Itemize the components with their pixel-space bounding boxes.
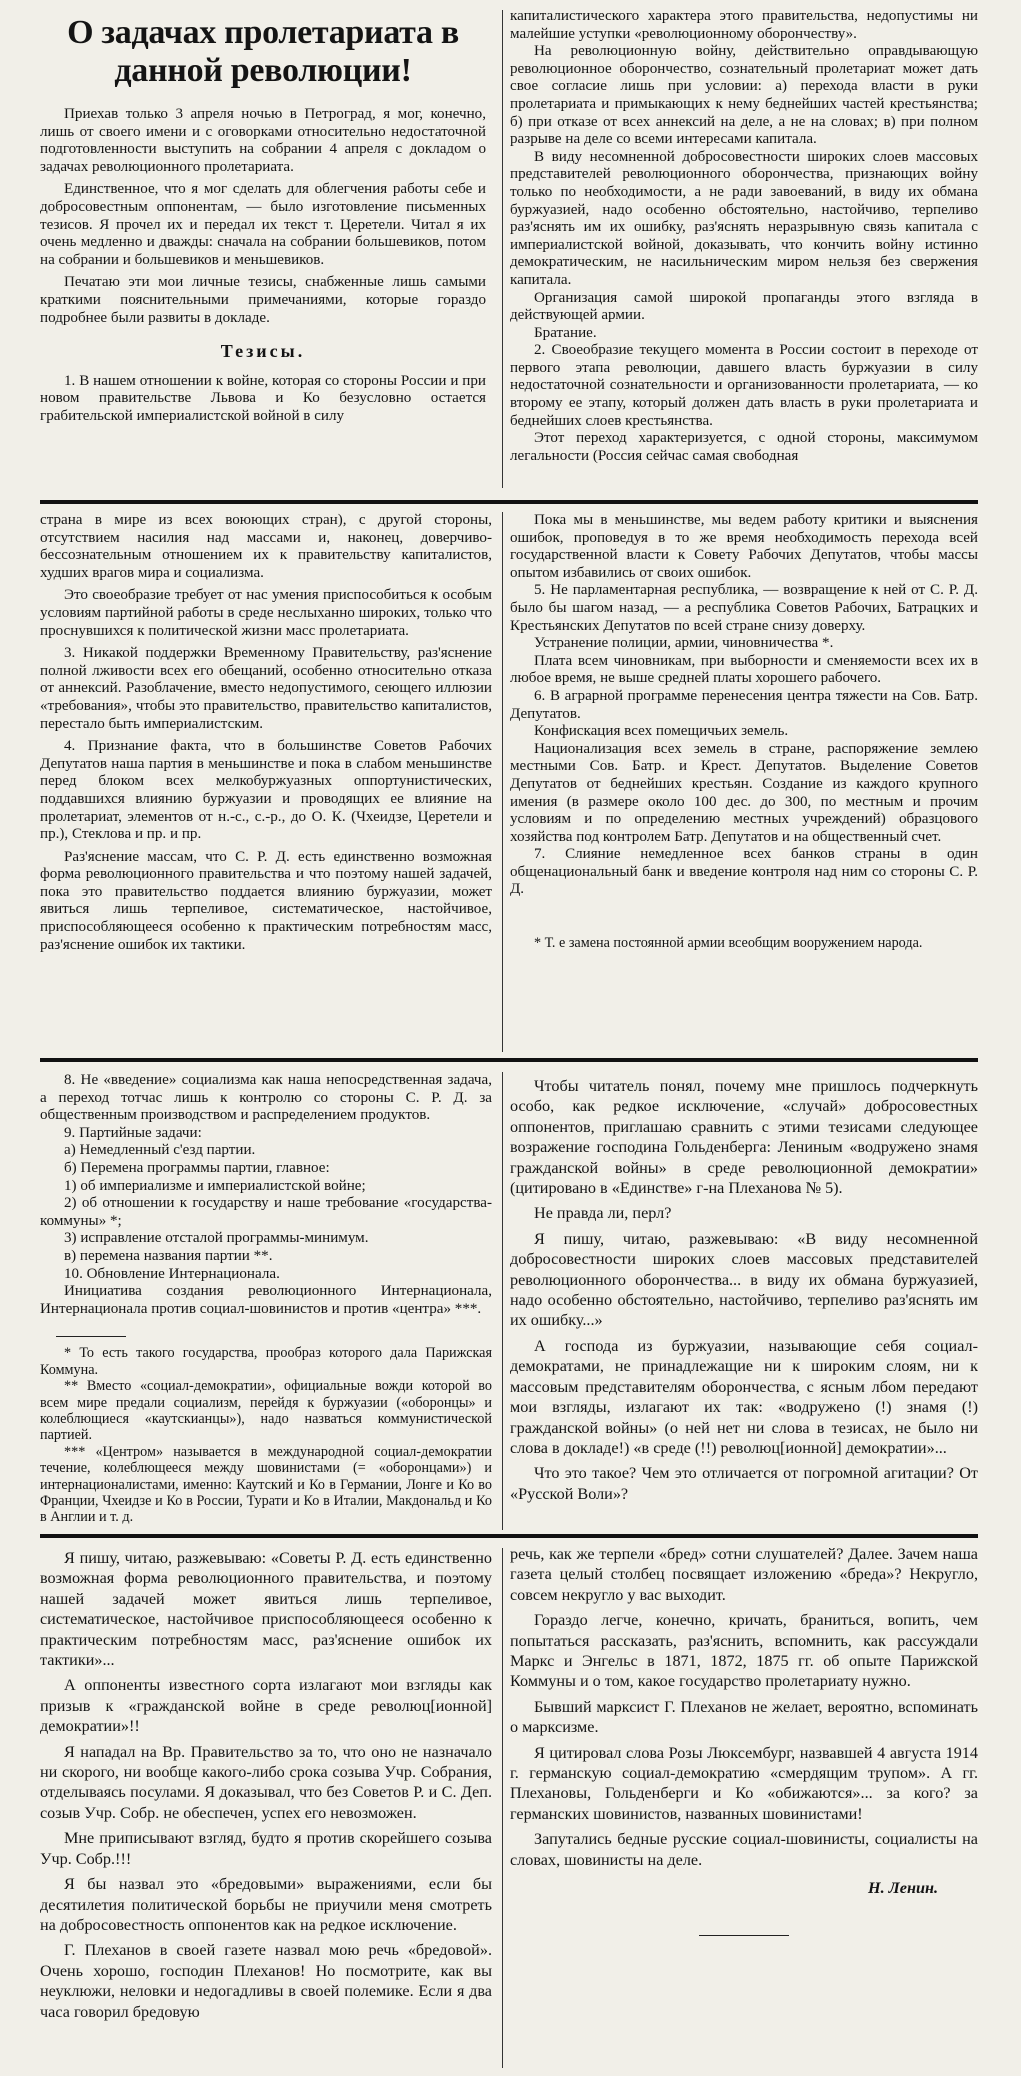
paragraph: Я пишу, читаю, разжевываю: «В виду несомненной добросовестности широких слоев массовых представителей революционного оборончества... в виду их обмана буржуазией, надо особенно обстоятельно, настойчиво, терпеливо раз'яснять им их ошибку...»	[510, 1229, 978, 1330]
paragraph: Раз'яснение массам, что С. Р. Д. есть единственно возможная форма революционного правительства и что поэтому нашей задачей, пока это правительство поддается влиянию буржуазии, может явиться лишь терпеливое, систематическое, настойчивое, приспособляющееся особенно к практическим потребностям масс, раз'яснение ошибок их тактики.	[40, 848, 492, 953]
paragraph: 6. В аграрной программе перенесения центра тяжести на Сов. Батр. Депутатов.	[510, 687, 978, 722]
paragraph: Братание.	[534, 324, 597, 341]
block4-right-column	[510, 1544, 978, 2068]
paragraph: 1. В нашем отношении к войне, которая со стороны России и при новом правительстве Львова и Ко безусловно остается грабительской империалистской войной в силу	[40, 372, 486, 424]
column-divider	[502, 10, 503, 488]
block3-left-column	[40, 1072, 492, 1530]
paragraph: Бывший марксист Г. Плеханов не желает, вероятно, вспоминать о марксизме.	[510, 1697, 978, 1737]
list-item: а) Немедленный с'езд партии.	[64, 1142, 256, 1159]
footnote-rule	[56, 1336, 126, 1337]
list-item: 3) исправление отсталой программы-минимум.	[64, 1230, 369, 1247]
paragraph: Г. Плеханов в своей газете назвал мою речь «бредовой». Очень хорошо, господин Плеханов! Но посмотрите, как вы неуклюжи, неловки и недогадливы в своей полемике. Если я два часа говорил бредовую	[40, 1941, 492, 2021]
footnote: ** Вместо «социал-демократии», официальные вожди которой во всем мире предали социализм, перейдя к буржуазии («оборонцы» и колеблющиеся «каутскианцы»), надо назваться коммунистической партией.	[40, 1378, 492, 1444]
paragraph: речь, как же терпели «бред» сотни слушателей? Далее. Зачем наша газета целый столбец посвящает изложению «бреда»? Некругло, совсем некругло у вас выходит.	[510, 1545, 978, 1604]
list-item: 9. Партийные задачи:	[64, 1124, 202, 1141]
section-rule	[40, 500, 978, 504]
paragraph: 8. Не «введение» социализма как наша непосредственная задача, а переход тотчас лишь к контролю со стороны С. Р. Д. за общественным производством и распределением продуктов.	[40, 1072, 492, 1124]
paragraph: Единственное, что я мог сделать для облегчения работы себе и добросовестным оппонентам, — было изготовление письменных тезисов. Я прочел их и передал их текст т. Церетели. Читал я их очень медленно и дважды: сначала на собрании большевиков, потом на собрании и большевиков и меньшевиков.	[40, 181, 486, 268]
footnote: * Т. е замена постоянной армии всеобщим вооружением народа.	[534, 935, 923, 952]
paragraph: Я нападал на Вр. Правительство за то, что оно не назначало ни скорого, ни вообще какого-либо срока созыва Учр. Собрания, отделываясь посулами. Я доказывал, что без Советов Р. и С. Деп. созыв Учр. Собр. не обеспечен, успех его невозможен.	[40, 1742, 492, 1822]
paragraph: А господа из буржуазии, называющие себя социал-демократами, не принадлежащие ни к широким слоям, ни к массовым представителям оборончества, с ясным лбом передают мои взгляды, излагают их так: «водружено (!) знамя (!) гражданской войны» (о ней нет ни слова в тезисах, не было ни слова в докладе!) «в среде (!!) революц[ионной] демократии»...	[510, 1336, 978, 1457]
block4-left-column	[40, 1548, 492, 2068]
paragraph: 4. Признание факта, что в большинстве Советов Рабочих Депутатов наша партия в меньшинстве и пока в слабом меньшинстве перед блоком всех мелкобуржуазных оппортунистических, поддавшихся влиянию буржуазии и проводящих ее влияние на пролетариат, элементов от н.-с., с.-р., до О. К. (Чхеидзе, Церетели и пр.), Стеклова и пр. и пр.	[40, 738, 492, 843]
paragraph: Пока мы в меньшинстве, мы ведем работу критики и выяснения ошибок, проповедуя в то же время необходимость перехода всей государственной власти к Совету Рабочих Депутатов, чтобы массы опытом избавились от своих ошибок.	[510, 512, 978, 581]
column-divider	[502, 512, 503, 1052]
paragraph: капиталистического характера этого правительства, недопустимы ни малейшие уступки «революционному оборончеству».	[510, 8, 978, 42]
block1-left-column	[40, 8, 486, 490]
footnote: * То есть такого государства, прообраз которого дала Парижская Коммуна.	[40, 1345, 492, 1378]
paragraph: Национализация всех земель в стране, распоряжение землею местными Сов. Батр. и Крест. Депутатов. Выделение Советов Депутатов от беднейших крестьян. Создание из каждого крупного имения (в размере около 100 дес. до 300, по местным и прочим условиям и по определению местных учреждений) образцового хозяйства под контролем Батр. Депутатов и на общественный счет.	[510, 740, 978, 845]
block2-left-column	[40, 512, 492, 1052]
paragraph: страна в мире из всех воюющих стран), с другой стороны, отсутствием насилия над массами и, наконец, доверчиво-бессознательным отношением их к правительству капиталистов, худших врагов мира и социализма.	[40, 512, 492, 581]
list-item: 2) об отношении к государству и наше требование «государства-коммуны» *;	[40, 1195, 492, 1229]
column-divider	[502, 1072, 503, 1530]
paragraph: Плата всем чиновникам, при выборности и сменяемости всех их в любое время, не выше средней платы хорошего рабочего.	[510, 652, 978, 687]
paragraph: Я бы назвал это «бредовыми» выражениями, если бы десятилетия политической борьбы не приучили меня смотреть на добросовестность оппонентов как на редкое исключение.	[40, 1875, 492, 1934]
paragraph: 3. Никакой поддержки Временному Правительству, раз'яснение полной лживости всех его обещаний, особенно относительно отказа от аннексий. Разоблачение, вместо недопустимого, сеющего иллюзии «требования», чтобы это правительство, правительство капиталистов, перестало быть империалистским.	[40, 645, 492, 732]
list-item: 10. Обновление Интернационала.	[64, 1265, 280, 1282]
end-rule	[699, 1935, 789, 1936]
list-item: 1) об империализме и империалистской войне;	[64, 1177, 366, 1194]
paragraph: Запутались бедные русские социал-шовинисты, социалисты на словах, шовинисты на деле.	[510, 1830, 978, 1869]
paragraph: Это своеобразие требует от нас умения приспособиться к особым условиям партийной работы в среде неслыханно широких, только что проснувшихся к политической жизни масс пролетариата.	[40, 587, 492, 639]
footnote: *** «Центром» называется в международной социал-демократии течение, колеблющееся между шовинистами (= «оборонцами») и интернационалистами, именно: Каутский и Ко в Германии, Лонге и Ко во Франции, Чхеидзе и Ко в России, Турати и Ко в Италии, Макдональд и Ко в Англии и т. д.	[40, 1443, 492, 1526]
paragraph: А оппоненты известного сорта излагают мои взгляды как призыв к «гражданской войне в среде революц[ионной] демократии»!!	[40, 1676, 492, 1736]
block2-right-column	[510, 512, 978, 1052]
paragraph: 2. Своеобразие текущего момента в России состоит в переходе от первого этапа революции, давшего власть буржуазии в силу недостаточной сознательности и организованности пролетариата, — ко второму ее этапу, который должен дать власть в руки пролетариата и беднейших слоев крестьянства.	[510, 342, 978, 429]
paragraph: Гораздо легче, конечно, кричать, браниться, вопить, чем попытаться рассказать, раз'яснить, вспомнить, как рассуждали Маркс и Энгельс в 1871, 1872, 1875 гг. об опыте Парижской Коммуны и о том, какое государство пролетариату нужно.	[510, 1611, 978, 1691]
paragraph: Мне приписывают взгляд, будто я против скорейшего созыва Учр. Собр.!!!	[40, 1829, 492, 1868]
paragraph: Я пишу, читаю, разжевываю: «Советы Р. Д. есть единственно возможная форма революционного правительства, и поэтому нашей задачей может явиться лишь терпеливое, систематическое, настойчивое приспособляющееся особенно к практическим потребностям масс, раз'яснение ошибок их тактики»...	[40, 1549, 492, 1670]
column-divider	[502, 1548, 503, 2068]
paragraph: Инициатива создания революционного Интернационала, Интернационала против социал-шовинистов и против «центра» ***.	[40, 1283, 492, 1317]
paragraph: Организация самой широкой пропаганды этого взгляда в действующей армии.	[510, 289, 978, 324]
paragraph: Не правда ли, перл?	[534, 1204, 672, 1223]
list-item: в) перемена названия партии **.	[64, 1247, 273, 1264]
paragraph: На революционную войну, действительно оправдывающую революционное оборончество, сознательный пролетариат может дать свое согласие лишь при условии: а) перехода власти в руки пролетариата и примыкающих к нему беднейших частей крестьянства; б) при отказе от всех аннексий на деле, а не на словах; в) при полном разрыве на деле со всеми интересами капитала.	[510, 43, 978, 148]
section-rule	[40, 1058, 978, 1062]
paragraph: Устранение полиции, армии, чиновничества *.	[534, 635, 834, 652]
paragraph: В виду несомненной добросовестности широких слоев массовых представителей революционного оборончества, признающих войну только по необходимости, а не ради завоеваний, в виду их обмана буржуазией, надо особенно обстоятельно, настойчиво, терпеливо раз'яснять им их ошибку, раз'яснять неразрывную связь капитала с империалистской войной, доказывать, что кончить войну истинно демократическим, не насильническим миром нельзя без свержения капитала.	[510, 148, 978, 288]
paragraph: Чтобы читатель понял, почему мне пришлось подчеркнуть особо, как редкое исключение, «случай» добросовестных оппонентов, приглашаю сравнить с этими тезисами следующее возражение господина Гольденберга: Лениным «водружено знамя гражданской войны» в среде революционной демократии» (цитировано в «Единстве» г-на Плеханова № 5).	[510, 1077, 978, 1198]
paragraph: Что это такое? Чем это отличается от погромной агитации? От «Русской Воли»?	[510, 1464, 978, 1503]
paragraph: 7. Слияние немедленное всех банков страны в один общенациональный банк и введение контроля над ним со стороны С. Р. Д.	[510, 846, 978, 898]
section-rule	[40, 1534, 978, 1538]
paragraph: Этот переход характеризуется, с одной стороны, максимумом легальности (Россия сейчас самая свободная	[510, 430, 978, 464]
paragraph: Приехав только 3 апреля ночью в Петроград, я мог, конечно, лишь от своего имени и с оговорками относительно недостаточной подготовленности выступить на собрании 4 апреля с докладом о задачах революционного пролетариата.	[40, 106, 486, 175]
block1-right-column	[510, 8, 978, 490]
block3-right-column	[510, 1076, 978, 1530]
paragraph: Конфискация всех помещичьих земель.	[534, 723, 789, 740]
author-signature: Н. Ленин.	[868, 1879, 938, 1898]
paragraph: Печатаю эти мои личные тезисы, снабженные лишь самыми краткими пояснительными примечаниями, которые гораздо подробнее были развиты в докладе.	[40, 274, 486, 326]
theses-heading: Тезисы.	[220, 341, 306, 362]
paragraph: 5. Не парламентарная республика, — возвращение к ней от С. Р. Д. было бы шагом назад, — а республика Советов Рабочих, Батрацких и Крестьянских Депутатов по всей стране снизу доверху.	[510, 582, 978, 634]
paragraph: Я цитировал слова Розы Люксембург, назвавшей 4 августа 1914 г. германскую социал-демократию «смердящим трупом». А гг. Плехановы, Гольденберги и Ко «обижаются»... за кого? за германских шовинистов, названных шовинистами!	[510, 1743, 978, 1823]
article-title: О задачах пролетариата в данной революции!	[67, 14, 459, 89]
list-item: б) Перемена программы партии, главное:	[64, 1159, 330, 1176]
